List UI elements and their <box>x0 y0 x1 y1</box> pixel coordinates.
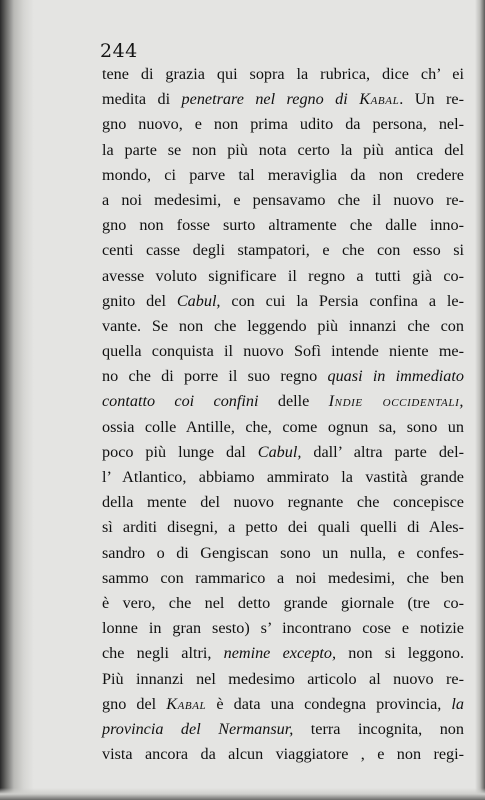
text-line <box>102 188 464 213</box>
text-segment: delle <box>258 392 329 411</box>
book-binding-shadow <box>0 0 34 800</box>
text-line <box>102 289 464 314</box>
page-bottom-edge <box>0 788 485 800</box>
text-segment: gno del <box>102 694 167 713</box>
text-segment: gno non fosse surto altramente che dalle inno- <box>102 216 464 235</box>
text-line <box>102 616 464 641</box>
text-segment: che negli altri, <box>102 644 224 663</box>
text-line <box>102 541 464 566</box>
text-line <box>102 364 464 389</box>
text-segment: sì arditi disegni, a petto dei quali quelli di Ales- <box>102 518 464 537</box>
text-line <box>102 238 464 263</box>
text-segment: la <box>451 694 465 713</box>
text-segment: mondo, ci parve tal meraviglia da non credere <box>102 165 464 184</box>
text-segment: Cabul, <box>257 442 302 461</box>
text-segment: sandro o di Gengiscan sono un nulla, e confes- <box>102 543 464 562</box>
text-segment: è vero, che nel detto grande giornale (tre co- <box>102 593 464 612</box>
text-segment: provincia del Nermansur, <box>102 719 294 738</box>
text-line <box>102 415 464 440</box>
text-segment: non si leggono. <box>336 644 464 663</box>
text-segment: lonne in gran sesto) s’ incontrano cose e notizie <box>102 619 464 638</box>
text-line <box>102 389 464 414</box>
text-line <box>102 465 464 490</box>
text-segment: no che di porre il suo regno <box>102 367 328 386</box>
text-segment: Più innanzi nel medesimo articolo al nuovo re- <box>102 669 464 688</box>
text-segment: medita di <box>102 90 182 109</box>
text-segment: tene di grazia qui sopra la rubrica, dice ch’ ei <box>102 65 464 83</box>
text-line <box>102 591 464 616</box>
text-line <box>102 213 464 238</box>
text-segment: Cabul, <box>176 291 221 310</box>
text-segment: della mente del nuovo regnante che concepisce <box>102 493 464 512</box>
text-line <box>102 566 464 591</box>
text-segment: terra incognita, non <box>293 719 464 738</box>
text-segment: gnito del <box>102 291 177 310</box>
text-segment: . Un re- <box>399 90 464 109</box>
text-line <box>102 138 464 163</box>
text-line <box>102 314 464 339</box>
text-line <box>102 641 464 666</box>
text-line <box>102 692 464 717</box>
text-segment: poco più lunge dal <box>102 442 258 461</box>
text-line <box>102 742 464 767</box>
text-line <box>102 667 464 692</box>
text-segment: sammo con rammarico a noi medesimi, che ben <box>102 568 464 587</box>
text-line <box>102 62 464 87</box>
text-segment: è data una condegna provincia, <box>206 694 452 713</box>
text-line <box>102 339 464 364</box>
text-segment: vante. Se non che leggendo più innanzi che con <box>102 316 464 335</box>
text-segment: Kabal <box>359 90 400 109</box>
text-line <box>102 87 464 112</box>
text-segment: Indie occidentali, <box>328 392 465 411</box>
text-segment: a noi medesimi, e pensavamo che il nuovo re- <box>102 190 464 209</box>
text-segment: centi casse degli stampatori, e che con esso si <box>102 241 464 260</box>
page-right-edge <box>475 0 485 800</box>
text-segment: Kabal <box>166 694 207 713</box>
text-line <box>102 490 464 515</box>
text-line <box>102 264 464 289</box>
text-segment: con cui la Persia confina a le- <box>220 291 464 310</box>
page-number: 244 <box>100 40 138 62</box>
text-segment: l’ Atlantico, abbiamo ammirato la vastità grande <box>102 468 464 486</box>
body-text <box>102 62 464 767</box>
text-line <box>102 163 464 188</box>
text-segment: gno nuovo, e non prima udito da persona, nel- <box>102 115 464 134</box>
text-segment: nemine excepto, <box>223 644 337 663</box>
text-segment: quella conquista il nuovo Sofì intende niente me- <box>102 342 464 361</box>
text-segment: dall’ altra parte del- <box>301 442 464 461</box>
text-segment: penetrare nel regno di <box>181 90 360 109</box>
text-segment: vista ancora da alcun viaggiatore , e non regi- <box>102 745 464 764</box>
text-line <box>102 515 464 540</box>
text-segment: ossia colle Antille, che, come ognun sa, sono un <box>102 417 464 436</box>
text-segment: contatto coi confini <box>102 392 259 411</box>
text-line <box>102 717 464 742</box>
text-line <box>102 112 464 137</box>
text-line <box>102 440 464 465</box>
text-segment: avesse voluto significare il regno a tutti già co- <box>102 266 464 285</box>
text-segment: quasi in immediato <box>327 367 464 386</box>
text-segment: la parte se non più nota certo la più antica del <box>102 140 464 159</box>
